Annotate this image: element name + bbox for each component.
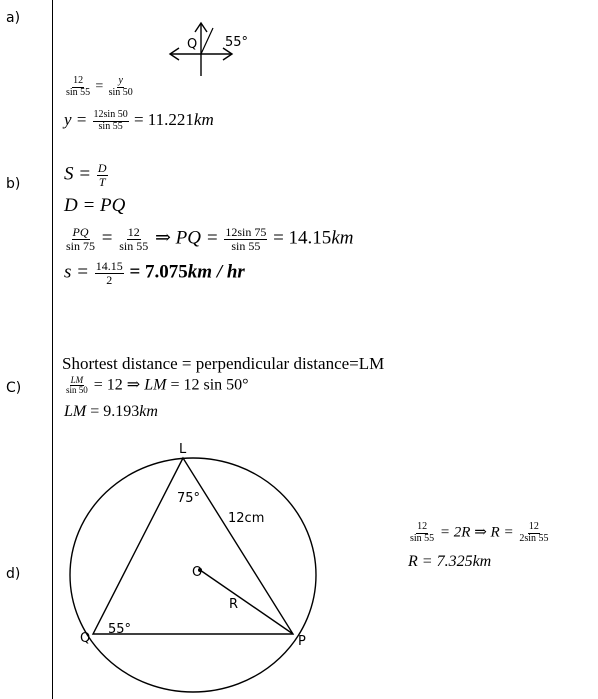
triangle-lqp bbox=[93, 458, 293, 634]
center-o: O bbox=[192, 565, 203, 580]
radius-label: R bbox=[229, 597, 239, 612]
angle-q: 55° bbox=[108, 622, 132, 637]
label-b: b) bbox=[6, 176, 21, 192]
eq-d2: R = 7.325km bbox=[408, 553, 492, 570]
margin-line bbox=[52, 0, 53, 699]
label-c: C) bbox=[6, 380, 22, 396]
compass-angle-label: 55° bbox=[225, 35, 249, 50]
radius-op bbox=[200, 570, 293, 634]
eq-c1: $\frac{LM}{\sin 50}$ = 12 ⇒ LM = 12 sin 50° bbox=[66, 375, 249, 396]
eq-a2: y = $\frac{12\sin 50}{\sin 55}$ = 11.221km bbox=[64, 109, 214, 132]
compass-q-label: Q bbox=[187, 37, 198, 52]
circle-diagram bbox=[60, 438, 340, 698]
side-label: 12cm bbox=[228, 511, 265, 526]
eq-a1: $\frac{12}{\sin 55}$ = $\frac{y}{\sin 50}$ bbox=[66, 75, 133, 98]
statement-c: Shortest distance = perpendicular distance=LM bbox=[62, 354, 385, 373]
vertex-l: L bbox=[179, 442, 187, 457]
vertex-q: Q bbox=[80, 631, 91, 646]
vertex-p: P bbox=[298, 634, 306, 649]
label-a: a) bbox=[6, 10, 21, 26]
eq-b2: D = PQ bbox=[64, 195, 126, 216]
compass-diagram bbox=[165, 18, 255, 80]
eq-b3: $\frac{PQ}{\sin 75}$ = $\frac{12}{\sin 55}$ ⇒ PQ = $\frac{12\sin 75}{\sin 55}$ = 14.15km bbox=[66, 225, 354, 253]
label-d: d) bbox=[6, 566, 21, 582]
eq-b1: S = $\frac{D}{T}$ bbox=[64, 161, 107, 189]
angle-l: 75° bbox=[177, 491, 201, 506]
eq-d1: $\frac{12}{\sin 55}$ = 2R ⇒ R = $\frac{12}{2\sin 55}$ bbox=[410, 521, 549, 544]
eq-b4: s = $\frac{14.15}{2}$ = 7.075km / hr bbox=[64, 259, 245, 287]
eq-c2: LM = 9.193km bbox=[64, 403, 158, 420]
